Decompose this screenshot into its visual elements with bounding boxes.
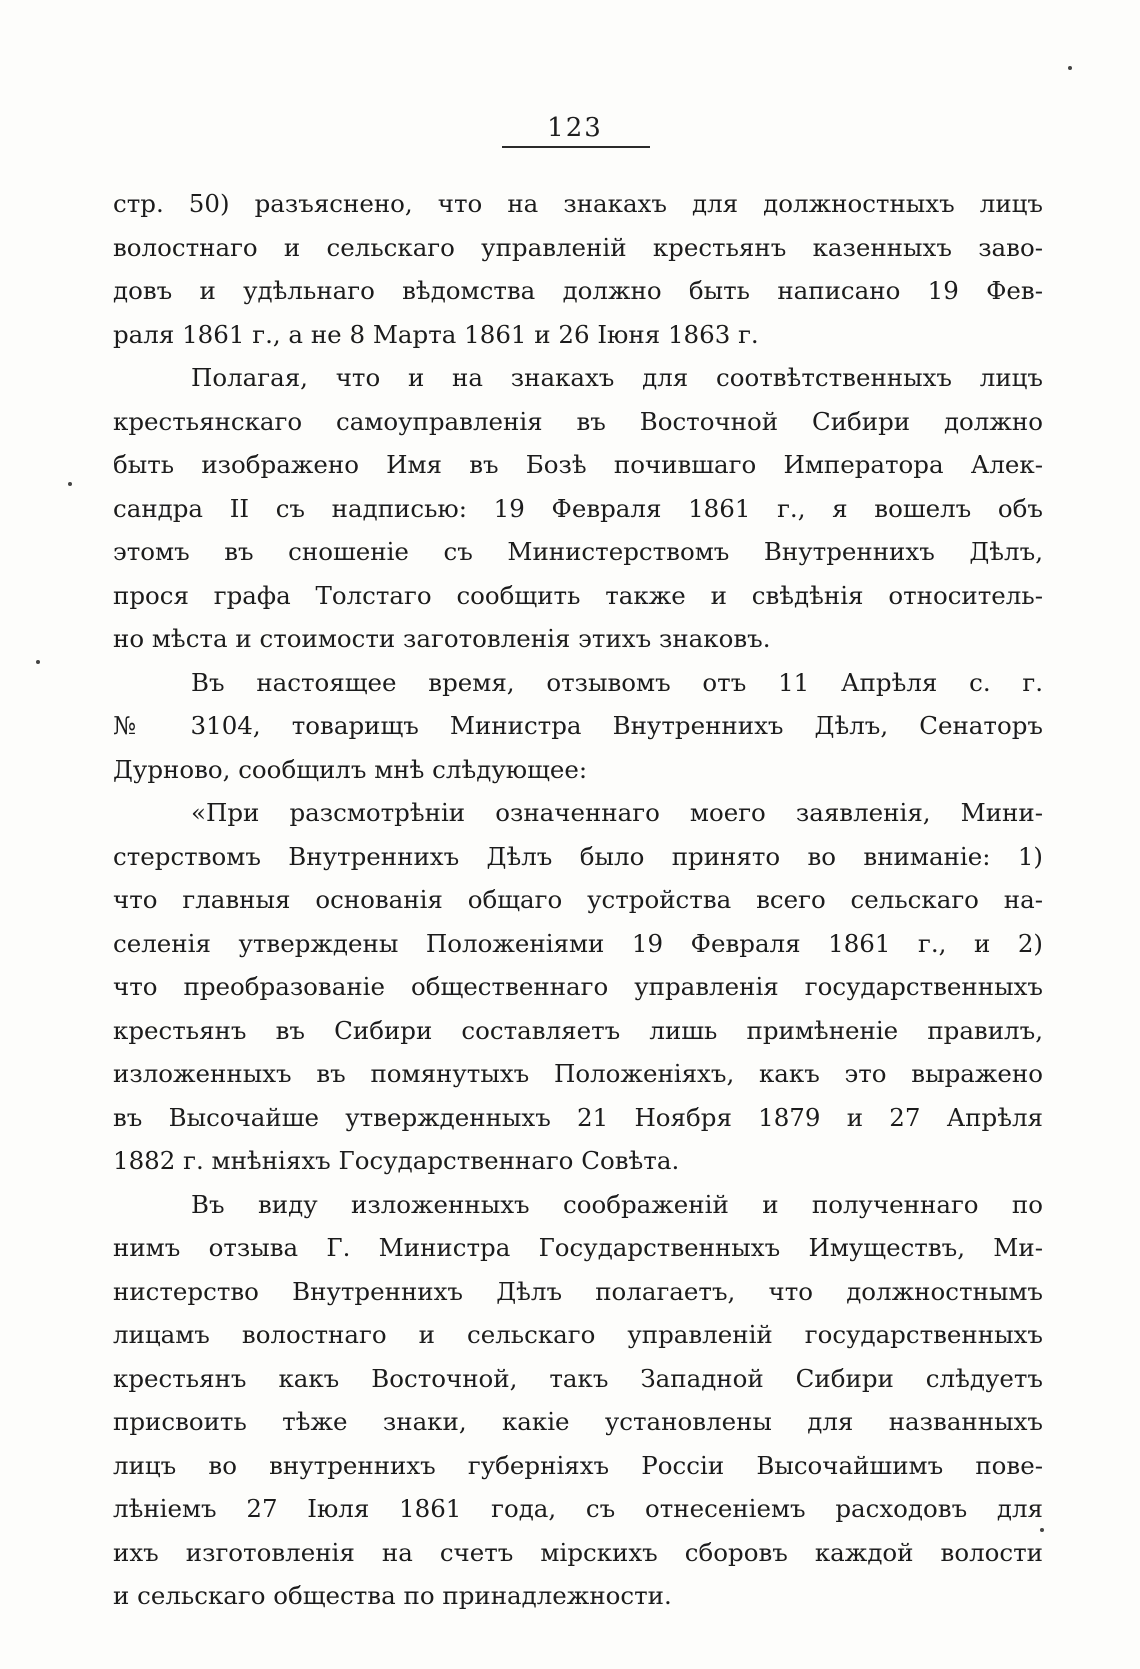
- text-line: № 3104, товарищъ Министра Внутреннихъ Дѣлъ, Сенаторъ: [113, 711, 1043, 740]
- text-line: быть изображено Имя въ Бозѣ почившаго Императора Алек-: [113, 450, 1043, 479]
- text-line: Дурново, сообщилъ мнѣ слѣдующее:: [113, 754, 588, 784]
- text-line: изложенныхъ въ помянутыхъ Положеніяхъ, какъ это выражено: [113, 1059, 1043, 1088]
- text-line: крестьянъ въ Сибири составляетъ лишь примѣненіе правилъ,: [113, 1015, 1043, 1045]
- text-line: крестьянскаго самоуправленія въ Восточной Сибири должно: [113, 406, 1043, 436]
- text-line: стерствомъ Внутреннихъ Дѣлъ было принято во вниманіе: 1): [113, 841, 1043, 871]
- text-line: стр. 50) разъяснено, что на знакахъ для должностныхъ лицъ: [113, 189, 1043, 218]
- paragraph-first-line: Въ настоящее время, отзывомъ отъ 11 Апрѣля с. г.: [191, 667, 1043, 697]
- paragraph-first-line: Въ виду изложенныхъ соображеній и полученнаго по: [191, 1189, 1043, 1219]
- body-text: [113, 182, 1043, 1618]
- scan-speck: [36, 660, 40, 664]
- page-number: 123: [547, 113, 603, 143]
- text-line: лѣніемъ 27 Іюля 1861 года, съ отнесеніемъ расходовъ для: [113, 1494, 1043, 1523]
- text-line: что главныя основанія общаго устройства всего сельскаго на-: [113, 885, 1043, 914]
- text-line: въ Высочайше утвержденныхъ 21 Ноября 1879 и 27 Апрѣля: [113, 1102, 1043, 1132]
- text-line: ихъ изготовленія на счетъ мірскихъ сборовъ каждой волости: [113, 1537, 1043, 1567]
- quote-first-line: «При разсмотрѣніи означеннаго моего заявленія, Мини-: [191, 798, 1043, 827]
- text-line: лицамъ волостнаго и сельскаго управленій государственныхъ: [113, 1320, 1043, 1349]
- text-line: раля 1861 г., а не 8 Марта 1861 и 26 Іюня 1863 г.: [113, 319, 759, 349]
- text-line: сандра II съ надписью: 19 Февраля 1861 г., я вошелъ объ: [113, 493, 1043, 523]
- text-line: нистерство Внутреннихъ Дѣлъ полагаетъ, что должностнымъ: [113, 1276, 1043, 1306]
- text-line: прося графа Толстаго сообщить также и свѣдѣнія относитель-: [113, 580, 1043, 610]
- text-line: и сельскаго общества по принадлежности.: [113, 1581, 672, 1610]
- text-line: селенія утверждены Положеніями 19 Февраля 1861 г., и 2): [113, 928, 1043, 958]
- text-line: волостнаго и сельскаго управленій крестьянъ казенныхъ заво-: [113, 232, 1043, 262]
- scan-speck: [68, 482, 72, 486]
- text-line: лицъ во внутреннихъ губерніяхъ Россіи Высочайшимъ пове-: [113, 1450, 1043, 1480]
- text-line: этомъ въ сношеніе съ Министерствомъ Внутреннихъ Дѣлъ,: [113, 537, 1043, 566]
- text-line: что преобразованіе общественнаго управленія государственныхъ: [113, 972, 1043, 1001]
- page-number-rule: [502, 146, 650, 148]
- text-line: присвоить тѣже знаки, какіе установлены для названныхъ: [113, 1407, 1043, 1436]
- scan-speck: [1068, 66, 1072, 70]
- text-line: 1882 г. мнѣніяхъ Государственнаго Совѣта.: [113, 1146, 680, 1175]
- text-line: но мѣста и стоимости заготовленія этихъ знаковъ.: [113, 624, 771, 653]
- text-line: довъ и удѣльнаго вѣдомства должно быть написано 19 Фев-: [113, 276, 1043, 305]
- paragraph-first-line: Полагая, что и на знакахъ для соотвѣтственныхъ лицъ: [191, 363, 1043, 392]
- scan-speck: [1040, 1528, 1044, 1532]
- text-line: нимъ отзыва Г. Министра Государственныхъ Имуществъ, Ми-: [113, 1233, 1043, 1262]
- text-line: крестьянъ какъ Восточной, такъ Западной Сибири слѣдуетъ: [113, 1363, 1043, 1393]
